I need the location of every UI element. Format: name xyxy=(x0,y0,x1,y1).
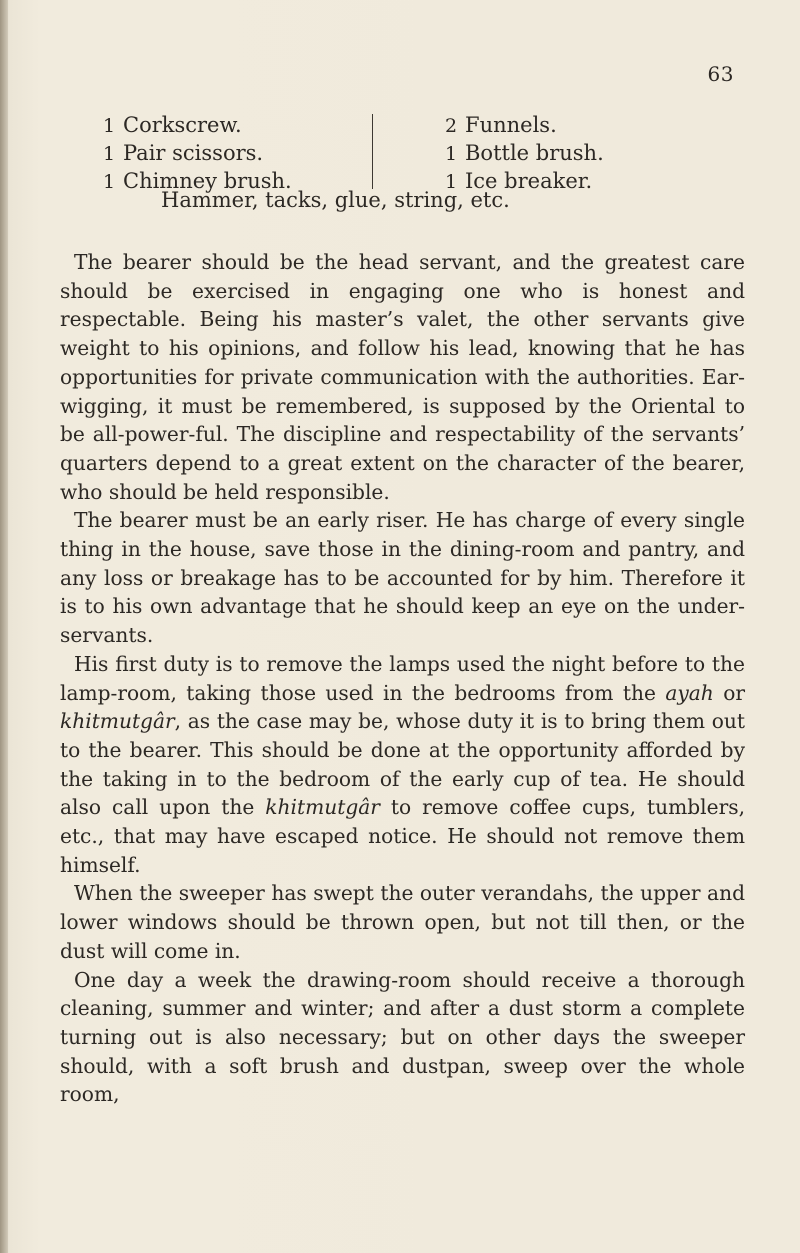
item-quantity: 1 xyxy=(445,143,458,165)
list-item xyxy=(103,139,373,167)
italic-term: khitmutgâr xyxy=(265,795,380,820)
item-label: Chimney brush. xyxy=(123,169,292,193)
paragraph-text-segment: or xyxy=(713,680,745,705)
equipment-list-right-column xyxy=(445,111,715,195)
list-summary: Hammer, tacks, glue, string, etc. xyxy=(161,188,510,212)
italic-term: khitmutgâr xyxy=(60,709,175,734)
item-quantity: 1 xyxy=(445,171,458,193)
paragraph-text-segment: , as the case may be, whose duty it is to bring them out to the bearer. This should be done at the opportunity afforded by the taking in to the bedroom of the early cup of tea. He should also call upon the xyxy=(60,709,745,820)
item-label: Funnels. xyxy=(465,113,557,137)
paragraph-first-duty xyxy=(60,650,745,880)
list-item xyxy=(445,139,715,167)
item-quantity: 1 xyxy=(103,115,116,137)
item-quantity: 2 xyxy=(445,115,458,137)
item-label: Bottle brush. xyxy=(465,141,604,165)
equipment-list-left-column xyxy=(103,111,373,195)
paragraph-windows: When the sweeper has swept the outer verandahs, the upper and lower windows should be thrown open, but not till then, or the dust will come in. xyxy=(60,881,745,963)
page-number: 63 xyxy=(707,62,734,86)
paragraph-text-segment: to remove coffee cups, tumblers, etc., that may have escaped notice. He should not remove them himself. xyxy=(60,795,745,877)
column-divider xyxy=(372,114,373,189)
item-quantity: 1 xyxy=(103,171,116,193)
paragraph-early-riser: The bearer must be an early riser. He has charge of every single thing in the house, save those in the dining-room and pantry, and any loss or breakage has to be accounted for by him. Therefore it is to his own advantage that he should keep an eye on the under-servants. xyxy=(60,508,745,648)
list-item xyxy=(103,111,373,139)
body-text xyxy=(60,248,745,1109)
paragraph-drawing-room: One day a week the drawing-room should receive a thorough cleaning, summer and winter; and after a dust storm a complete turning out is also necessary; but on other days the sweeper should, with a soft brush and dustpan, sweep over the whole room, xyxy=(60,967,745,1107)
italic-term: ayah xyxy=(665,680,714,705)
item-quantity: 1 xyxy=(103,143,116,165)
item-label: Ice breaker. xyxy=(465,169,593,193)
paragraph-bearer-role: The bearer should be the head servant, and the greatest care should be exercised in engaging one who is honest and respectable. Being his master’s valet, the other servants give weight to his opinions, and follow his lead, knowing that he has opportunities for private communication with the authorities. Ear-wigging, it must be remembered, is supposed by the Oriental to be all-power-ful. The discipline and respectability of the servants’ quarters depend to a great extent on the character of the bearer, who should be held responsible. xyxy=(60,250,745,504)
list-item xyxy=(445,111,715,139)
book-binding-edge xyxy=(0,0,8,1253)
paragraph-text-segment: His first duty is to remove the lamps used the night before to the lamp-room, taking those used in the bedrooms from the xyxy=(60,651,745,705)
item-label: Corkscrew. xyxy=(123,113,242,137)
item-label: Pair scissors. xyxy=(123,141,264,165)
